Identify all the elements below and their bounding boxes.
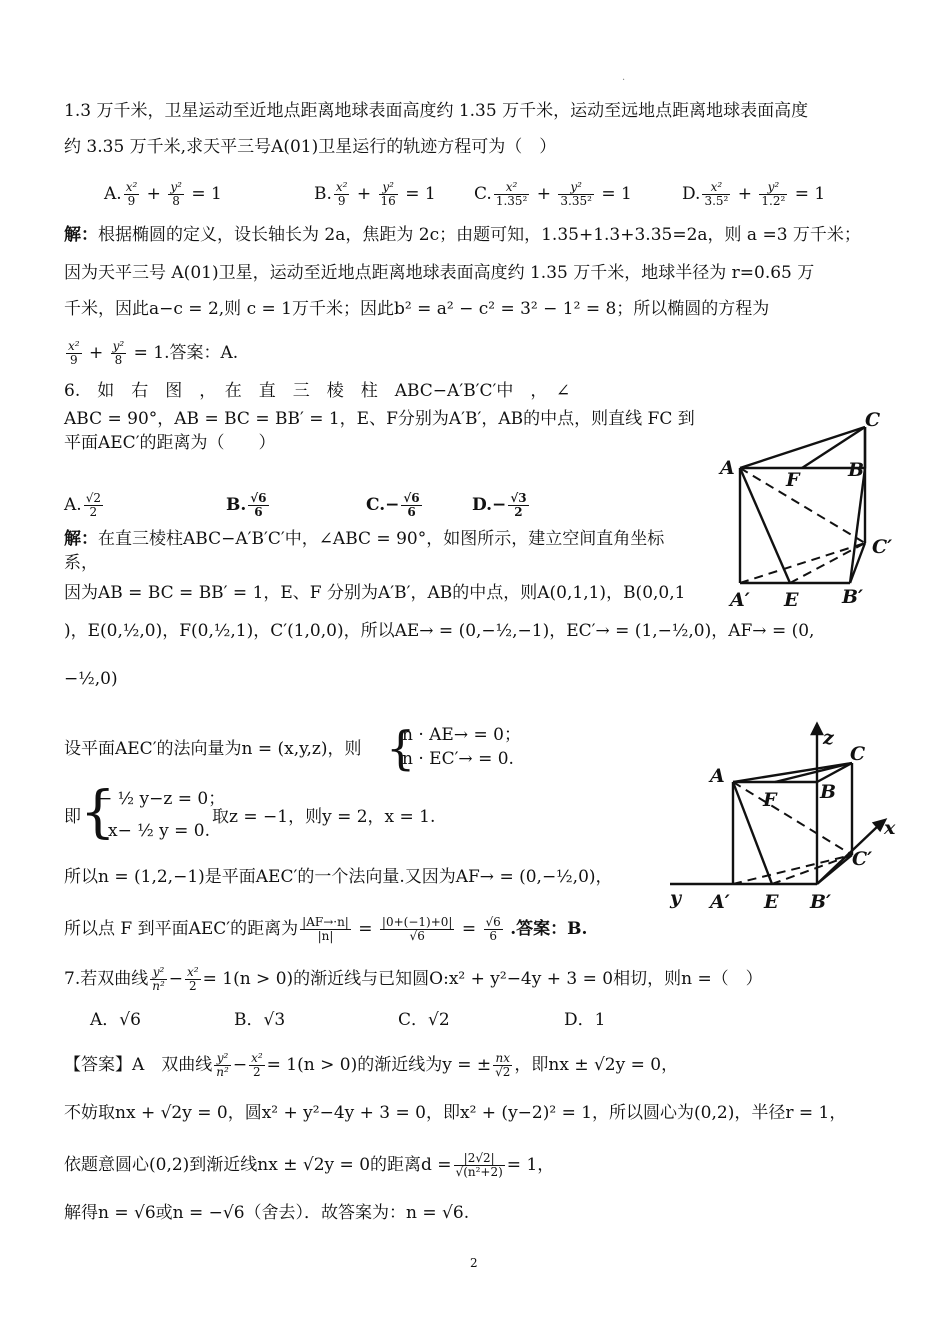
- fig1-label-A1: A′: [730, 589, 750, 610]
- q5-solution-line2: 因为天平三号 A(01)卫星，运动至近地点距离地球表面高度约 1.35 万千米，地球半径为 r=0.65 万: [64, 263, 815, 283]
- fig2-label-A: A: [710, 765, 725, 787]
- q5-option-a: A. $\frac{\text{x²}}{9}$ + $\frac{\text{y²}}{8}$ = 1: [104, 180, 222, 208]
- prism-figure-1: [700, 400, 900, 610]
- fig1-dashed-A1C1: [740, 543, 865, 583]
- fig2-label-E: E: [764, 891, 779, 913]
- q6-option-b: B. $\frac{√6}{6}$: [226, 491, 267, 519]
- q5-option-b: B. $\frac{\text{x²}}{9}$ + $\frac{\text{y²}}{16}$ = 1: [314, 180, 436, 208]
- fig2-label-B: B: [820, 781, 837, 803]
- fig1-label-B: B: [848, 459, 865, 481]
- fig1-label-F: F: [786, 469, 800, 491]
- q6-stem-line3: 平面AEC′的距离为（ ）: [64, 433, 276, 453]
- fig1-label-A: A: [720, 457, 735, 479]
- q6-sys-after: 取z = −1，则y = 2，x = 1.: [212, 807, 436, 827]
- fig1-label-E: E: [784, 589, 799, 610]
- q5-solution-line4: $\frac{\text{x²}}{9}$ + $\frac{\text{y²}}{8}$ = 1.答案：A.: [68, 339, 239, 367]
- fig1-label-C: C: [865, 409, 881, 431]
- q5-option-d: D. $\frac{\text{x²}}{\text{3.5²}}$ + $\frac{\text{y²}}{\text{1.2²}}$ = 1: [682, 180, 826, 208]
- q6-option-a: A. $\frac{√2}{2}$: [64, 491, 101, 519]
- q6-sys-eq2: x− ½ y = 0.: [108, 821, 210, 841]
- q7-option-b: B．√3: [234, 1010, 286, 1030]
- q6-solution-line2: 系，: [64, 553, 98, 573]
- fig2-label-y: y: [670, 887, 682, 909]
- q6-brace-1: {: [386, 721, 416, 775]
- q5-line2: 约 3.35 万千米,求天平三号A(01)卫星运行的轨迹方程可为（ ）: [64, 137, 557, 157]
- q6-option-c: C.− $\frac{√6}{6}$: [366, 491, 420, 519]
- fig1-edge-AC: [740, 427, 865, 468]
- q5-line1: 1.3 万千米，卫星运动至近地点距离地球表面高度约 1.35 万千米，运动至远地点距离地球表面高度: [64, 101, 809, 121]
- fig2-label-x: x: [884, 817, 896, 839]
- fig2-label-B1: B′: [810, 891, 832, 913]
- q6-stem-line2: ABC = 90°，AB = BC = BB′ = 1，E、F分别为A′B′，AB的中点，则直线 FC 到: [64, 409, 695, 429]
- q7-option-c: C．√2: [398, 1010, 450, 1030]
- q6-distance: 所以点 F 到平面AEC′的距离为 $\frac{|AF\to\cdot n|}{|n|}$ = $\frac{|0+(-1)+0|}{√6}$ = $\frac{√6}{6}$ .答案：B.: [64, 915, 588, 943]
- q7-answer-line2: 不妨取nx + √2y = 0，圆x² + y²−4y + 3 = 0，即x² + (y−2)² = 1，所以圆心为(0,2)，半径r = 1，: [64, 1103, 847, 1123]
- q6-solution-line1: 解：在直三棱柱ABC−A′B′C′中，∠ABC = 90°，如图所示，建立空间直角坐标: [64, 529, 665, 549]
- q6-normal-eq2: n · EC′→ = 0.: [402, 749, 514, 769]
- fig1-label-B1: B′: [842, 586, 864, 608]
- prism-figure-2: [650, 718, 900, 918]
- q7-stem: 7.若双曲线 $\frac{\text{y²}}{\text{n²}}$ − $\frac{\text{x²}}{2}$ = 1(n > 0)的渐近线与已知圆O:x² + y²−4y + 3 = 0相切，则n =（ ）: [64, 965, 763, 993]
- page-number: 2: [470, 1256, 478, 1270]
- q6-solution-line4: )，E(0,½,0)，F(0,½,1)，C′(1,0,0)，所以AE→ = (0,−½,−1)，EC′→ = (1,−½,0)，AF→ = (0,: [64, 621, 815, 641]
- q7-option-d: D．1: [564, 1010, 606, 1030]
- q5-option-c: C. $\frac{\text{x²}}{\text{1.35²}}$ + $\frac{\text{y²}}{\text{3.35²}}$ = 1: [474, 180, 632, 208]
- fig1-edge-AE: [740, 468, 790, 583]
- q5-solution-line3: 千米，因此a−c = 2,则 c = 1万千米；因此b² = a² − c² = 3² − 1² = 8；所以椭圆的方程为: [64, 299, 770, 319]
- fig2-label-C: C: [850, 743, 866, 765]
- q6-normal-eq1: n · AE→ = 0；: [402, 725, 521, 745]
- q6-sys-eq1: − ½ y−z = 0；: [98, 789, 226, 809]
- q6-stem-line1: 6. 如 右 图 ， 在 直 三 棱 柱 ABC−A′B′C′中 ， ∠: [64, 381, 571, 401]
- fig2-label-F: F: [763, 789, 777, 811]
- top-mark: ·: [622, 75, 626, 86]
- q6-brace-2: {: [80, 780, 116, 845]
- q6-normal-intro: 设平面AEC′的法向量为n = (x,y,z)，则: [64, 739, 362, 759]
- q6-option-d: D.− $\frac{√3}{2}$: [472, 491, 527, 519]
- q7-answer-line3: 依题意圆心(0,2)到渐近线nx ± √2y = 0的距离d = $\frac{|2√2|}{\text{√(n²+2)}}$ = 1，: [64, 1151, 555, 1179]
- fig2-label-A1: A′: [710, 891, 730, 913]
- fig1-dashed-AC1: [740, 468, 865, 543]
- q6-solution-line3: 因为AB = BC = BB′ = 1，E、F 分别为A′B′，AB的中点，则A(0,1,1)，B(0,0,1: [64, 583, 686, 603]
- fig2-label-z: z: [823, 727, 834, 749]
- fig2-dashed-EC1: [772, 855, 852, 884]
- fig2-axis-z-arrow: [812, 724, 822, 734]
- q7-option-a: A．√6: [90, 1010, 141, 1030]
- q6-solution-line5: −½,0): [64, 669, 118, 689]
- fig1-label-C1: C′: [872, 536, 893, 558]
- q5-solution-line1: 解：根据椭圆的定义，设长轴长为 2a，焦距为 2c；由题可知，1.35+1.3+3.35=2a，则 a =3 万千米；: [64, 225, 861, 245]
- q7-answer-line1: 【答案】A 双曲线 $\frac{\text{y²}}{\text{n²}}$ − $\frac{\text{x²}}{2}$ = 1(n > 0)的渐近线为y = ± $\frac{nx}{√2}$ ，即nx ± √2y = 0，: [64, 1051, 679, 1079]
- q7-answer-line4: 解得n = √6或n = −√6（舍去）．故答案为：n = √6.: [64, 1203, 470, 1223]
- q6-normal-result: 所以n = (1,2,−1)是平面AEC′的一个法向量.又因为AF→ = (0,−½,0)，: [64, 867, 613, 887]
- fig2-edge-B1C1: [817, 855, 852, 884]
- fig2-label-C1: C′: [852, 848, 873, 870]
- q6-sys-prefix: 即: [64, 807, 81, 827]
